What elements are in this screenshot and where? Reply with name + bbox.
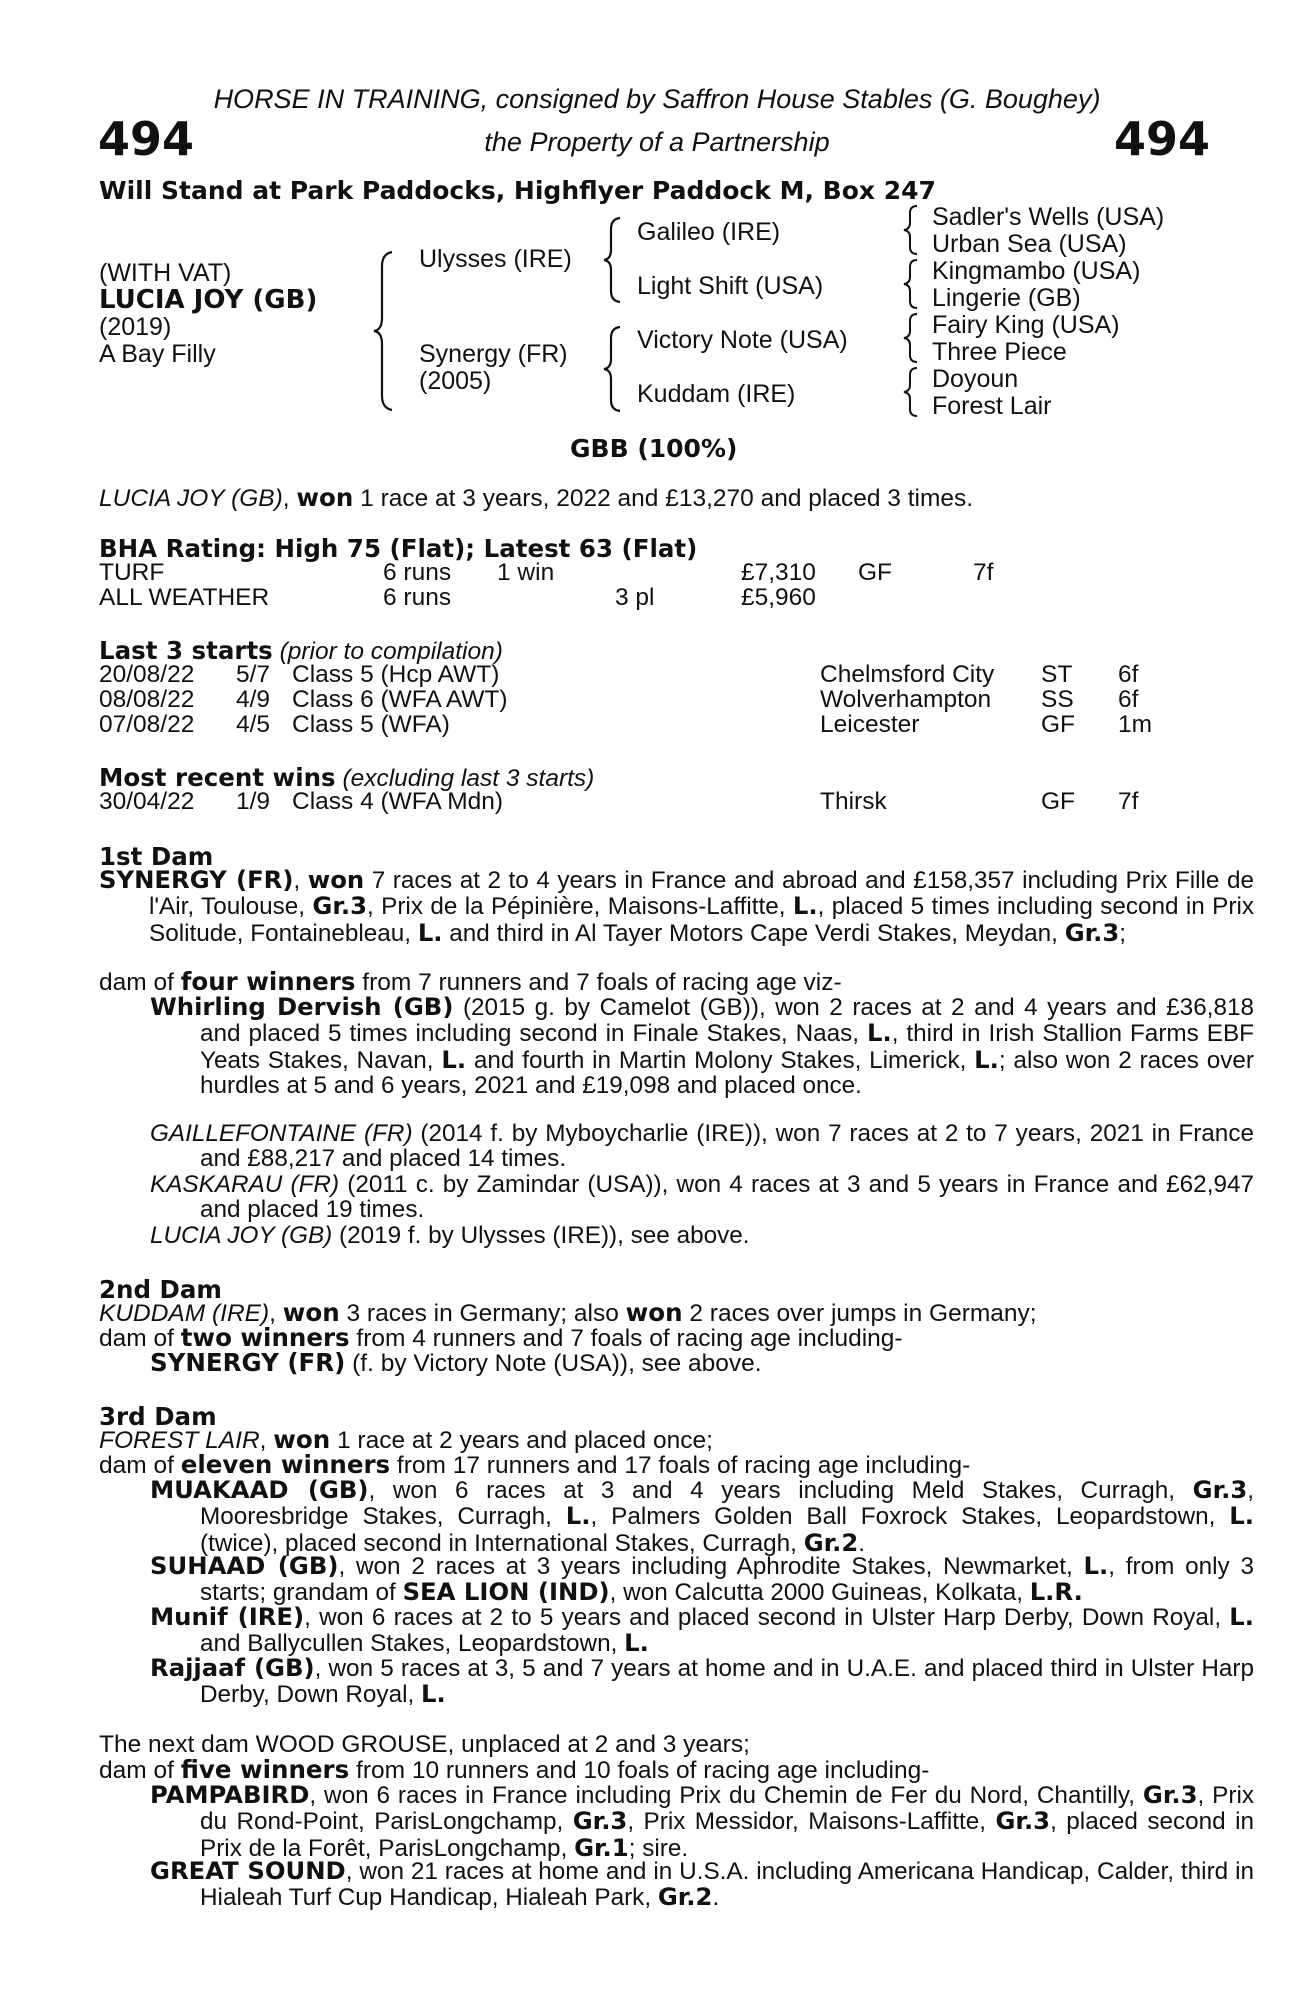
next-dam-damof-post: from 10 runners and 10 foals of racing age including- xyxy=(349,1757,930,1784)
last3-title: Last 3 starts xyxy=(99,636,273,665)
lot-number-right: 494 xyxy=(1114,112,1211,166)
dam2-prog1-text: (f. by Victory Note (USA)), see above. xyxy=(345,1350,762,1377)
pedigree-sire-sire: Galileo (IRE) xyxy=(637,218,781,246)
dam2-damof-pre: dam of xyxy=(99,1325,181,1352)
dam3-p2-b2: SEA LION (IND) xyxy=(402,1577,610,1607)
rating-aw-money: £5,960 xyxy=(741,584,816,611)
pedigree-g3-8: Forest Lair xyxy=(932,392,1052,420)
pedigree-g3-6: Three Piece xyxy=(932,338,1067,366)
last3-row3-date: 07/08/22 xyxy=(99,711,195,738)
last3-row2-date: 08/08/22 xyxy=(99,686,195,713)
consignor-line: HORSE IN TRAINING, consigned by Saffron House Stables (G. Boughey) xyxy=(213,84,1101,114)
dam3-p4-b1: L. xyxy=(421,1679,446,1709)
recent-win-dist: 7f xyxy=(1118,788,1139,815)
dam2-won1: won xyxy=(282,1298,340,1327)
last3-row3-class: Class 5 (WFA) xyxy=(292,711,450,738)
rating-turf-going: GF xyxy=(858,559,893,586)
last3-row1-dist: 6f xyxy=(1118,661,1139,688)
dam1-gr3a: Gr.3 xyxy=(312,891,368,921)
dam3-heading: 3rd Dam xyxy=(99,1402,217,1431)
dam3-p4-t1: , won 5 races at 3, 5 and 7 years at home and in U.A.E. and placed third in Ulster Harp Derby, Down Royal, xyxy=(200,1655,1254,1709)
vat-note: (WITH VAT) xyxy=(99,259,232,287)
pedigree-brace-dam xyxy=(600,325,626,413)
dam2-won2: won xyxy=(625,1298,683,1327)
next-dam-p1-t5: ; sire. xyxy=(628,1834,689,1862)
dam1-prog2-name: GAILLEFONTAINE (FR) xyxy=(150,1120,413,1147)
dam3-p2-b3: L.R. xyxy=(1029,1577,1083,1607)
recent-wins-note: (excluding last 3 starts) xyxy=(342,765,595,792)
next-dam-p1-t2: , Prix du Rond-Point, ParisLongchamp, xyxy=(200,1782,1254,1836)
dam3-p1-t2: , Mooresbridge Stakes, Curragh, xyxy=(200,1477,1255,1531)
dam3-p3-b1: L. xyxy=(1229,1602,1254,1631)
pedigree-dam-year: (2005) xyxy=(419,367,492,395)
summary-text: 1 race at 3 years, 2022 and £13,270 and placed 3 times. xyxy=(353,485,974,512)
bha-rating-title: BHA Rating: High 75 (Flat); Latest 63 (Flat) xyxy=(99,534,698,563)
last3-row3-pos: 4/5 xyxy=(236,711,271,738)
last3-row2-going: SS xyxy=(1041,686,1074,713)
next-dam-p1-name: PAMPABIRD xyxy=(150,1780,310,1809)
dam1-prog1-t3: and fourth in Martin Molony Stakes, Limerick, xyxy=(466,1046,975,1074)
dam1-t2: , Prix de la Pépinière, Maisons-Laffitte, xyxy=(367,893,793,921)
dam3-progeny-4 xyxy=(150,1655,1254,1708)
recent-win-going: GF xyxy=(1041,788,1076,815)
recent-wins-title: Most recent wins xyxy=(99,763,336,792)
dam1-gr3b: Gr.3 xyxy=(1064,917,1120,947)
dam1-t3: , placed 5 times including second in Prix Solitude, Fontainebleau, xyxy=(149,893,1255,947)
dam2-damof-bold: two winners xyxy=(180,1323,350,1352)
pedigree-brace-g3-2 xyxy=(900,258,922,310)
dam2-prog1-name: SYNERGY (FR) xyxy=(150,1348,346,1377)
next-dam-p1-t1: , won 6 races in France including Prix du Chemin de Fer du Nord, Chantilly, xyxy=(309,1782,1143,1809)
dam3-progeny-2 xyxy=(150,1553,1254,1606)
dam3-p3-t2: and Ballycullen Stakes, Leopardstown, xyxy=(200,1630,625,1658)
horse-year: (2019) xyxy=(99,313,172,341)
dam3-p2-name: SUHAAD (GB) xyxy=(150,1551,339,1580)
last3-row1-date: 20/08/22 xyxy=(99,661,195,688)
dam3-damof-bold: eleven winners xyxy=(180,1450,391,1479)
dam1-heading: 1st Dam xyxy=(99,842,214,871)
dam1-prog1-l1: L. xyxy=(867,1018,892,1048)
pedigree-g3-4: Lingerie (GB) xyxy=(932,284,1081,312)
next-dam-p2-t1: , won 21 races at home and in U.S.A. including Americana Handicap, Calder, third in Hialeah Turf Cup Handicap, Hialeah Park, xyxy=(200,1858,1254,1912)
dam1-progeny-4 xyxy=(150,1223,1254,1248)
dam3-p1-t5: . xyxy=(858,1529,866,1557)
last3-row2-pos: 4/9 xyxy=(236,686,271,713)
dam1-prog3-name: KASKARAU (FR) xyxy=(150,1171,340,1198)
horse-name: LUCIA JOY (GB) xyxy=(99,285,318,315)
pedigree-dam: Synergy (FR) xyxy=(419,340,568,368)
next-dam-damof-pre: dam of xyxy=(99,1757,181,1784)
last3-row2-class: Class 6 (WFA AWT) xyxy=(292,686,508,713)
next-dam-progeny-1 xyxy=(150,1782,1254,1861)
dam1-record: SYNERGY (FR), won 7 races at 2 to 4 years in France and abroad and £158,357 including Prix Fille de l'Air, Toulouse, Gr.3, Prix de la Pépinière, Maisons-Laffitte, L., placed 5 times including second in Prix Solitude, Fontainebleau, L. and third in Al Tayer Motors Cape Verdi Stakes, Meydan, Gr.3; xyxy=(99,865,1255,947)
dam2-t3: 2 races over jumps in Germany; xyxy=(682,1300,1037,1327)
dam3-p4-name: Rajjaaf (GB) xyxy=(150,1653,315,1682)
rating-aw-placed: 3 pl xyxy=(615,584,655,611)
rating-aw-runs: 6 runs xyxy=(383,584,452,611)
rating-turf-runs: 6 runs xyxy=(383,559,452,586)
last3-row1-course: Chelmsford City xyxy=(820,661,995,688)
horse-description: A Bay Filly xyxy=(99,340,216,368)
last3-row1-class: Class 5 (Hcp AWT) xyxy=(292,661,500,688)
dam3-name: FOREST LAIR xyxy=(99,1427,260,1454)
dam2-heading: 2nd Dam xyxy=(99,1275,222,1304)
dam3-p1-t3: , Palmers Golden Ball Foxrock Stakes, Leopardstown, xyxy=(590,1503,1230,1531)
recent-win-course: Thirsk xyxy=(820,788,887,815)
dam3-p1-t1: , won 6 races at 3 and 4 years including Meld Stakes, Curragh, xyxy=(368,1477,1193,1504)
dam1-prog1-l2: L. xyxy=(441,1044,467,1074)
pedigree-brace-sire xyxy=(600,216,626,304)
last3-row3-course: Leicester xyxy=(820,711,920,738)
next-dam-p1-b2: Gr.3 xyxy=(572,1806,628,1836)
dam1-lb: L. xyxy=(417,917,443,947)
lot-number-left: 494 xyxy=(98,112,195,166)
dam1-prog1-t2: , third in Irish Stallion Farms EBF Yeats Stakes, Navan, xyxy=(200,1020,1254,1074)
dam1-prog1-l3: L. xyxy=(974,1044,999,1074)
next-dam-p1-b3: Gr.3 xyxy=(995,1806,1051,1836)
last3-note: (prior to compilation) xyxy=(279,638,503,665)
dam2-damof-post: from 4 runners and 7 foals of racing age including- xyxy=(349,1325,903,1352)
pedigree-brace-g3-3 xyxy=(900,312,922,364)
dam1-prog1-name: Whirling Dervish (GB) xyxy=(150,992,454,1021)
dam1-progeny-2 xyxy=(150,1121,1254,1172)
dam1-progeny-1 xyxy=(150,994,1254,1099)
pedigree-dam-dam: Kuddam (IRE) xyxy=(637,380,796,408)
dam1-la: L. xyxy=(792,891,818,921)
gbb-rating: GBB (100%) xyxy=(570,434,738,463)
next-dam-damof-bold: five winners xyxy=(180,1755,350,1784)
next-dam-record: The next dam WOOD GROUSE, unplaced at 2 and 3 years; xyxy=(99,1731,750,1758)
dam2-t2: 3 races in Germany; also xyxy=(339,1300,626,1327)
dam3-t1: , xyxy=(259,1427,274,1454)
dam1-damof-post: from 7 runners and 7 foals of racing age viz- xyxy=(355,969,842,996)
last3-row3-dist: 1m xyxy=(1118,711,1153,738)
next-dam-p1-b4: Gr.1 xyxy=(574,1832,629,1862)
next-dam-p2-b1: Gr.2 xyxy=(657,1882,713,1912)
next-dam-p2-name: GREAT SOUND xyxy=(150,1856,346,1885)
rating-turf-surface: TURF xyxy=(99,559,165,586)
pedigree-g3-3: Kingmambo (USA) xyxy=(932,257,1141,285)
property-line: the Property of a Partnership xyxy=(484,127,830,157)
dam3-progeny-3 xyxy=(150,1604,1254,1657)
dam3-damof-pre: dam of xyxy=(99,1452,181,1479)
dam3-p2-b1: L. xyxy=(1083,1551,1109,1580)
dam2-progeny-1 xyxy=(150,1350,762,1377)
recent-win-pos: 1/9 xyxy=(236,788,271,815)
dam1-prog4-text: (2019 f. by Ulysses (IRE)), see above. xyxy=(332,1222,750,1249)
dam3-p1-b3: L. xyxy=(1229,1501,1255,1531)
dam1-prog1-t1: (2015 g. by Camelot (GB)), won 2 races at 2 and 4 years and £36,818 and placed 5 times including second in Finale Stakes, Naas, xyxy=(200,994,1254,1048)
dam3-t2: 1 race at 2 years and placed once; xyxy=(330,1427,713,1454)
pedigree-sire-dam: Light Shift (USA) xyxy=(637,272,824,300)
pedigree-brace-g3-1 xyxy=(900,204,922,256)
stand-location: Will Stand at Park Paddocks, Highflyer Paddock M, Box 247 xyxy=(99,176,936,205)
dam1-prog4-name: LUCIA JOY (GB) xyxy=(150,1222,333,1249)
dam3-won: won xyxy=(273,1425,331,1454)
dam2-name: KUDDAM (IRE) xyxy=(99,1300,270,1327)
pedigree-dam-sire: Victory Note (USA) xyxy=(637,326,848,354)
dam3-p1-t4: (twice), placed second in International Stakes, Curragh, xyxy=(200,1529,804,1557)
next-dam-p2-t2: . xyxy=(712,1884,720,1912)
pedigree-g3-1: Sadler's Wells (USA) xyxy=(932,203,1165,231)
pedigree-g3-5: Fairy King (USA) xyxy=(932,311,1120,339)
dam1-damof-bold: four winners xyxy=(180,967,356,996)
recent-win-class: Class 4 (WFA Mdn) xyxy=(292,788,504,815)
dam3-p1-b1: Gr.3 xyxy=(1192,1475,1248,1504)
last3-row1-pos: 5/7 xyxy=(236,661,271,688)
summary-horse-name: LUCIA JOY (GB) xyxy=(99,485,283,512)
recent-win-date: 30/04/22 xyxy=(99,788,195,815)
next-dam-p1-t4: , placed second in Prix de la Forêt, ParisLongchamp, xyxy=(200,1808,1255,1862)
dam3-progeny-1 xyxy=(150,1477,1254,1556)
dam3-p2-t2: , from only 3 starts; grandam of xyxy=(200,1553,1254,1607)
race-summary: LUCIA JOY (GB), won 1 race at 3 years, 2022 and £13,270 and placed 3 times. xyxy=(99,483,974,512)
pedigree-brace-g3-4 xyxy=(900,366,922,418)
dam1-prog1-t4: ; also won 2 races over hurdles at 5 and 6 years, 2021 and £19,098 and placed once. xyxy=(200,1046,1254,1100)
rating-turf-wins: 1 win xyxy=(497,559,555,586)
next-dam-p1-b1: Gr.3 xyxy=(1142,1780,1198,1809)
dam3-p1-b4: Gr.2 xyxy=(803,1527,859,1557)
dam2-t1: , xyxy=(269,1300,283,1327)
dam3-p3-b2: L. xyxy=(624,1628,649,1658)
pedigree-brace-gen1 xyxy=(370,250,400,412)
dam1-t1: 7 races at 2 to 4 years in France and abroad and £158,357 including Prix Fille de l'Air, Toulouse, xyxy=(149,867,1254,921)
last3-row2-course: Wolverhampton xyxy=(820,686,992,713)
dam1-t4: and third in Al Tayer Motors Cape Verdi Stakes, Meydan, xyxy=(442,919,1065,947)
rating-aw-surface: ALL WEATHER xyxy=(99,584,270,611)
dam3-p3-t1: , won 6 races at 2 to 5 years and placed second in Ulster Harp Derby, Down Royal, xyxy=(304,1604,1230,1631)
dam3-p1-b2: L. xyxy=(565,1501,591,1531)
dam3-p3-name: Munif (IRE) xyxy=(150,1602,305,1631)
rating-turf-money: £7,310 xyxy=(741,559,816,586)
pedigree-sire: Ulysses (IRE) xyxy=(419,245,572,273)
dam1-damof-pre: dam of xyxy=(99,969,181,996)
rating-turf-dist: 7f xyxy=(973,559,994,586)
last3-row1-going: ST xyxy=(1041,661,1073,688)
dam1-prog2-text: (2014 f. by Myboycharlie (IRE)), won 7 races at 2 to 7 years, 2021 in France and £88,217 and placed 14 times. xyxy=(200,1120,1254,1173)
dam1-progeny-3 xyxy=(150,1172,1254,1223)
last3-row2-dist: 6f xyxy=(1118,686,1139,713)
last3-row3-going: GF xyxy=(1041,711,1076,738)
dam1-prog3-text: (2011 c. by Zamindar (USA)), won 4 races at 3 and 5 years in France and £62,947 and placed 19 times. xyxy=(200,1171,1254,1224)
next-dam-p1-t3: , Prix Messidor, Maisons-Laffitte, xyxy=(627,1808,996,1836)
dam3-damof-post: from 17 runners and 17 foals of racing age including- xyxy=(390,1452,971,1479)
dam1-t5: ; xyxy=(1119,919,1127,947)
summary-won: won xyxy=(296,483,354,512)
pedigree-g3-2: Urban Sea (USA) xyxy=(932,230,1127,258)
dam3-p2-t3: , won Calcutta 2000 Guineas, Kolkata, xyxy=(609,1579,1030,1607)
dam1-name: SYNERGY (FR) xyxy=(99,865,294,894)
dam1-won: won xyxy=(307,865,365,894)
next-dam-progeny-2 xyxy=(150,1858,1254,1911)
pedigree-g3-7: Doyoun xyxy=(932,365,1019,393)
dam3-p1-name: MUAKAAD (GB) xyxy=(150,1475,369,1504)
dam3-p2-t1: , won 2 races at 3 years including Aphrodite Stakes, Newmarket, xyxy=(338,1553,1084,1580)
